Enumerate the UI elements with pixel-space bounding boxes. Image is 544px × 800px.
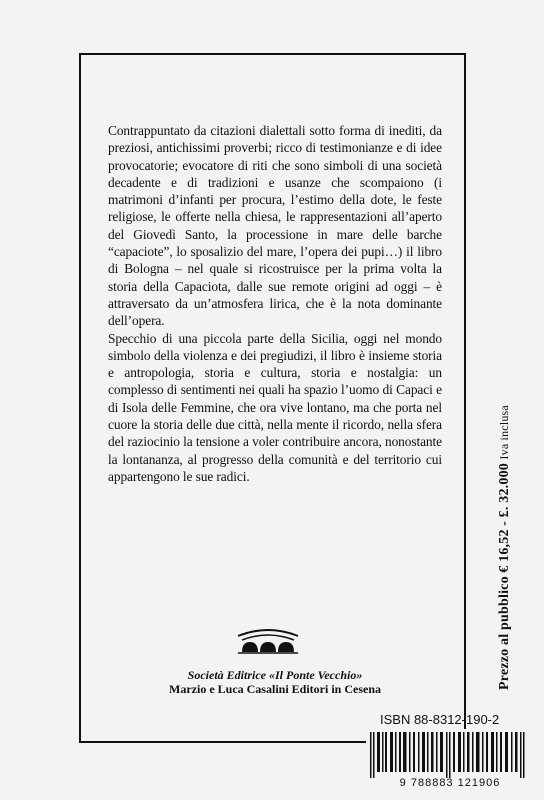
blurb-paragraph-1: Contrappuntato da citazioni dialettali sotto forma di inediti, da preziosi, antichissimi proverbi; ricco di testimonianze e di idee provocatorie; evocatore di riti che sono simboli di una società decadente e di tradizioni e usanze che scompaiono (i matrimoni d’infanti per procura, l’estimo della dote, le feste religiose, le offerte nella chiesa, le rappresentazioni all’aperto del Giovedì Santo, la processione in mare delle barche “capaciote”, lo sposalizio del mare, l’opera dei pupi…) il libro di Bologna – nel quale si ricostruisce per la prima volta la storia della Capaciota, dalle sue remote origini ad oggi – è attraversato da un’atmosfera lirica, che è la nota dominante dell’opera. — [108, 123, 442, 329]
isbn-label: ISBN 88-8312-190-2 — [380, 712, 500, 727]
publisher-editors: Marzio e Luca Casalini Editori in Cesena — [169, 682, 381, 696]
barcode-icon — [366, 729, 534, 783]
back-cover-blurb — [108, 122, 442, 485]
barcode-number: 9 788883 121906 — [399, 777, 501, 789]
price-label: Prezzo al pubblico — [497, 576, 512, 690]
publisher-logo-icon — [236, 626, 300, 654]
price-vertical-label — [496, 370, 513, 690]
blurb-paragraph-2: Specchio di una piccola parte della Sicilia, oggi nel mondo simbolo della violenza e dei pregiudizi, il libro è insieme storia e antropologia, storia e cultura, storia e nostalgia: un complesso di sentimenti nei quali ha spazio l’uomo di Capaci e di Isola delle Femmine, che ora vive lontano, ma che porta nel cuore la storia delle due città, nella mente il ricordo, nella sfera del raziocinio la tensione a voler contribuire ancora, nonostante la lontananza, al progresso della comunità e del territorio cui appartengono le sue radici. — [108, 330, 442, 484]
price-euro: € 16,52 — [497, 529, 512, 573]
price-lire: - £. 32.000 — [497, 463, 512, 526]
price-vat: Iva inclusa — [497, 405, 511, 460]
publisher-name: Società Editrice «Il Ponte Vecchio» — [187, 668, 363, 682]
publisher-block — [140, 668, 410, 696]
